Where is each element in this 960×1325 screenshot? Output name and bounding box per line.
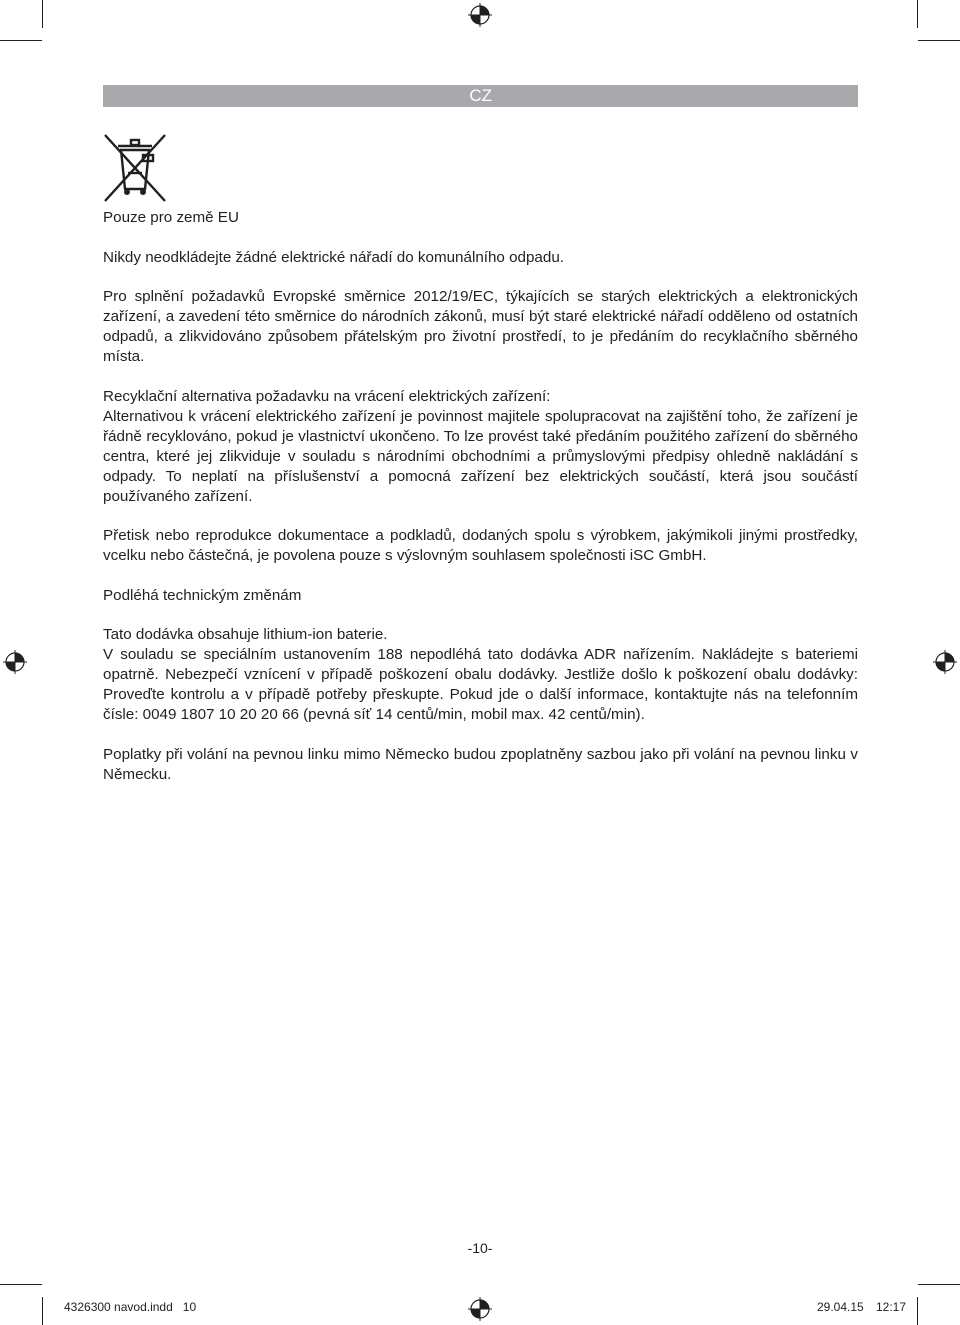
crossed-out-wheeled-bin-icon <box>103 133 167 203</box>
call-charges-paragraph: Poplatky při volání na pevnou linku mimo Německo budou zpoplatněny sazbou jako při volání na pevnou linku v Německu. <box>103 745 858 783</box>
registration-mark-icon <box>468 1297 492 1321</box>
battery-notice-paragraph <box>103 625 858 725</box>
reprint-notice-paragraph: Přetisk nebo reprodukce dokumentace a podkladů, dodaných spolu s výrobkem, jakýmikoli jinými prostředky, vcelku nebo částečná, je povolena pouze s výslovným souhlasem společnosti iSC GmbH. <box>103 527 858 564</box>
registration-mark-icon <box>468 3 492 27</box>
crop-mark-bottom-right <box>918 1284 960 1285</box>
language-header <box>103 85 858 107</box>
registration-mark-icon <box>933 650 957 674</box>
crop-mark-top-right <box>917 0 918 28</box>
weee-directive-paragraph: Pro splnění požadavků Evropské směrnice 2012/19/EC, týkajících se starých elektrických a elektronických zařízení, a zavedení této směrnice do národních zákonů, musí být staré elektrické nářadí odděleno od ostatních odpadů, a zlikvidováno způsobem přátelským pro životní prostředí, to je předáním do recyklačního sběrného místa. <box>103 288 858 365</box>
crop-mark-top-left <box>0 40 42 41</box>
crop-mark-bottom-right <box>917 1297 918 1325</box>
slug-time: 12:17 <box>876 1300 907 1314</box>
page-number: -10- <box>467 1240 493 1256</box>
document-body <box>103 208 858 785</box>
recycling-alternative-paragraph <box>103 387 858 507</box>
slug-date: 29.04.15 <box>817 1300 864 1314</box>
battery-notice-first-line: Tato dodávka obsahuje lithium-ion baterie. <box>103 626 388 643</box>
eu-only-paragraph: Pouze pro země EU <box>103 209 239 226</box>
language-label: CZ <box>469 86 492 105</box>
battery-notice-body: V souladu se speciálním ustanovením 188 nepodléhá tato dodávka ADR nařízením. Nakládejte s bateriemi opatrně. Nebezpečí vznícení v případě poškození obalu dodávky. Jestliže došlo k poškození obalu dodávky: Proveďte kontrolu a v případě potřeby přeskupte. Pokud jde o další informace, kontaktujte nás na telefonním čísle: 0049 1807 10 20 20 66 (pevná síť 14 centů/min, mobil max. 42 centů/min). <box>103 646 858 723</box>
technical-changes-paragraph: Podléhá technickým změnám <box>103 586 302 604</box>
recycling-alternative-body: Alternativou k vrácení elektrického zařízení je povinnost majitele spolupracovat na zajištění toho, že zařízení je řádně recyklováno, pokud je vlastnictví ukončeno. To lze provést také předáním použitého zařízení do sběrného centra, které jej zlikviduje v souladu s národními obchodními a průmyslovými předpisy ohledně nakládání s odpady. To neplatí na příslušenství a pomocná zařízení bez elektrických součástí, která jsou součástí používaného zařízení. <box>103 407 858 505</box>
crop-mark-bottom-left <box>42 1297 43 1325</box>
crop-mark-top-left <box>42 0 43 28</box>
disposal-warning-paragraph: Nikdy neodkládejte žádné elektrické nářadí do komunálního odpadu. <box>103 248 564 266</box>
registration-mark-icon <box>3 650 27 674</box>
crop-mark-top-right <box>918 40 960 41</box>
slug-file-name: 4326300 navod.indd 10 <box>64 1300 197 1314</box>
recycling-alternative-heading: Recyklační alternativa požadavku na vrácení elektrických zařízení: <box>103 387 551 405</box>
crop-mark-bottom-left <box>0 1284 42 1285</box>
